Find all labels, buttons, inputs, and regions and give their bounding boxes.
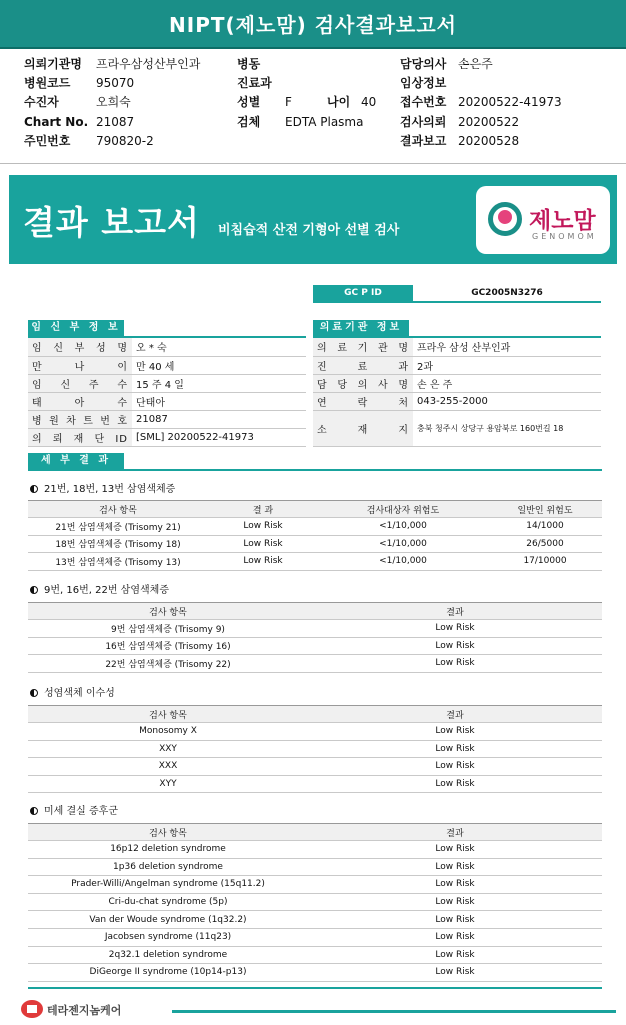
table-cell: 22번 삼염색체증 (Trisomy 22) (28, 655, 308, 673)
half-circle-icon (30, 807, 38, 815)
info-value: 손 은 주 (413, 374, 601, 392)
table-cell: Low Risk (208, 553, 318, 571)
table-cell: 16p12 deletion syndrome (28, 841, 308, 859)
info-value: 오 * 숙 (132, 338, 306, 356)
table-cell: XYY (28, 775, 308, 793)
pregnant-info-title: 임 신 부 정 보 (28, 320, 124, 336)
table-cell: Low Risk (308, 758, 602, 776)
table-cell: Low Risk (208, 518, 318, 536)
table-row (313, 374, 601, 392)
info-value: 2과 (413, 356, 601, 374)
table-cell: 16번 삼염색체증 (Trisomy 16) (28, 637, 308, 655)
table-cell: 17/10000 (488, 553, 602, 571)
header-value: 20200528 (458, 134, 520, 148)
column-header: 검사 항목 (28, 603, 308, 620)
half-circle-icon (30, 586, 38, 594)
header-label: 담당의사 (400, 57, 447, 71)
table-row (28, 410, 306, 428)
info-label: 의 뢰 재 단 ID (28, 428, 132, 446)
banner-subtitle: 비침습적 산전 기형아 선별 검사 (218, 223, 400, 238)
info-value: 043-255-2000 (413, 392, 601, 410)
table-row (28, 928, 602, 946)
trisomy-21-18-13-table (28, 500, 602, 571)
column-header: 결과 (308, 824, 602, 841)
header-label: 결과보고 (400, 134, 447, 148)
age-value: 40 (361, 95, 377, 109)
table-cell: Cri-du-chat syndrome (5p) (28, 893, 308, 911)
section-heading (30, 802, 118, 817)
table-row (28, 841, 602, 859)
header-divider (0, 163, 626, 164)
header-value: 95070 (96, 76, 135, 90)
header-value: 프라우삼성산부인과 (96, 57, 201, 71)
info-label: 담 당 의 사 명 (313, 374, 413, 392)
table-cell: <1/10,000 (318, 518, 488, 536)
table-row (28, 535, 602, 553)
table-row (28, 723, 602, 741)
header-value: F (285, 95, 292, 109)
column-header: 검사 항목 (28, 824, 308, 841)
table-cell: Prader-Willi/Angelman syndrome (15q11.2) (28, 876, 308, 894)
table-cell: Monosomy X (28, 723, 308, 741)
table-cell: Low Risk (208, 535, 318, 553)
table-cell: XXX (28, 758, 308, 776)
table-cell: Low Risk (308, 637, 602, 655)
table-cell: XXY (28, 740, 308, 758)
header-value: 손은주 (458, 57, 493, 71)
report-title-bar (0, 0, 626, 49)
table-cell: 18번 삼염색체증 (Trisomy 18) (28, 535, 208, 553)
company-mark-inner-icon (27, 1005, 37, 1013)
gcp-id-row (313, 285, 601, 303)
genomom-logo (476, 186, 610, 254)
table-row (28, 858, 602, 876)
half-circle-icon (30, 689, 38, 697)
header-label: 접수번호 (400, 95, 447, 109)
table-row (28, 946, 602, 964)
table-cell: Low Risk (308, 841, 602, 859)
column-header: 결과 (308, 706, 602, 723)
section-heading (30, 480, 175, 495)
info-value: 단태아 (132, 392, 306, 410)
table-cell: Low Risk (308, 655, 602, 673)
column-header: 검사 항목 (28, 706, 308, 723)
table-cell: 13번 삼염색체증 (Trisomy 13) (28, 553, 208, 571)
company-logo (21, 1000, 161, 1020)
table-header-row (28, 706, 602, 723)
info-value: 15 주 4 일 (132, 374, 306, 392)
half-circle-icon (30, 485, 38, 493)
table-row (313, 356, 601, 374)
table-cell: <1/10,000 (318, 553, 488, 571)
table-cell: Low Risk (308, 858, 602, 876)
table-cell: Low Risk (308, 893, 602, 911)
table-row (28, 964, 602, 982)
footer-line (172, 1010, 616, 1013)
table-row (313, 392, 601, 410)
info-label: 임 신 부 성 명 (28, 338, 132, 356)
header-label: 주민번호 (24, 134, 71, 148)
table-header-row (28, 824, 602, 841)
table-cell: Low Risk (308, 928, 602, 946)
info-label: 임 신 주 수 (28, 374, 132, 392)
info-value: 프라우 삼성 산부인과 (413, 338, 601, 356)
table-cell: Low Risk (308, 775, 602, 793)
section-title: 미세 결실 증후군 (44, 806, 118, 817)
hospital-info-title: 의료기관 정보 (313, 320, 409, 336)
column-header: 일반인 위험도 (488, 501, 602, 518)
logo-dot-icon (498, 210, 512, 224)
header-label: 의뢰기관명 (24, 57, 82, 71)
info-label: 만 나 이 (28, 356, 132, 374)
logo-english: GENOMOM (532, 232, 597, 241)
table-cell: Low Risk (308, 964, 602, 982)
column-header: 검사 항목 (28, 501, 208, 518)
table-row (313, 338, 601, 356)
table-row (28, 911, 602, 929)
detail-results-line (28, 469, 602, 471)
header-value: 20200522 (458, 115, 520, 129)
header-label: 검체 (237, 115, 261, 129)
table-cell: 1p36 deletion syndrome (28, 858, 308, 876)
section-heading (30, 684, 115, 699)
table-row (28, 758, 602, 776)
table-row (28, 338, 306, 356)
column-header: 결과 (308, 603, 602, 620)
table-cell: Low Risk (308, 740, 602, 758)
sex-chromosome-table (28, 705, 602, 793)
header-label: Chart No. (24, 115, 89, 129)
table-row (28, 356, 306, 374)
info-value: 21087 (132, 410, 306, 428)
age-label: 나이 (327, 95, 351, 109)
info-label: 의 료 기 관 명 (313, 338, 413, 356)
info-value: 만 40 세 (132, 356, 306, 374)
header-col2 (237, 55, 397, 155)
table-row (28, 893, 602, 911)
table-cell: 2q32.1 deletion syndrome (28, 946, 308, 964)
info-label: 태 아 수 (28, 392, 132, 410)
section-title: 21번, 18번, 13번 삼염색체증 (44, 484, 176, 495)
header-col3 (400, 55, 600, 155)
table-cell: Low Risk (308, 946, 602, 964)
header-label: 수진자 (24, 95, 59, 109)
header-label: 병동 (237, 57, 261, 71)
table-cell: <1/10,000 (318, 535, 488, 553)
table-cell: Jacobsen syndrome (11q23) (28, 928, 308, 946)
table-cell: Low Risk (308, 620, 602, 638)
table-row (28, 428, 306, 446)
trisomy-9-16-22-table (28, 602, 602, 673)
banner-title: 결과 보고서 (23, 203, 200, 242)
section-title: 성염색체 이수성 (44, 688, 115, 699)
table-cell: DiGeorge II syndrome (10p14-p13) (28, 964, 308, 982)
table-row (28, 553, 602, 571)
info-label: 소 재 지 (313, 410, 413, 446)
table-row (28, 740, 602, 758)
table-row (28, 637, 602, 655)
report-banner (9, 175, 617, 264)
info-label: 진 료 과 (313, 356, 413, 374)
pregnant-info-table (28, 338, 306, 447)
table-cell: Van der Woude syndrome (1q32.2) (28, 911, 308, 929)
column-header: 결 과 (208, 501, 318, 518)
logo-name: 제노맘 (529, 208, 596, 234)
section-heading (30, 581, 169, 596)
detail-results-title: 세 부 결 과 (28, 453, 124, 469)
table-row (313, 410, 601, 446)
info-value: [SML] 20200522-41973 (132, 428, 306, 446)
info-label: 연 락 처 (313, 392, 413, 410)
table-cell: Low Risk (308, 911, 602, 929)
header-value: 21087 (96, 115, 135, 129)
table-cell: Low Risk (308, 876, 602, 894)
info-value: 충북 청주시 상당구 용암북로 160번길 18 (413, 410, 601, 446)
header-value: 790820-2 (96, 134, 154, 148)
column-header: 검사대상자 위험도 (318, 501, 488, 518)
table-row (28, 876, 602, 894)
info-label: 병 원 차 트 번 호 (28, 410, 132, 428)
table-cell: Low Risk (308, 723, 602, 741)
table-cell: 26/5000 (488, 535, 602, 553)
table-row (28, 518, 602, 536)
header-label: 진료과 (237, 76, 272, 90)
header-value: 20200522-41973 (458, 95, 562, 109)
company-name: 테라젠지놈케어 (47, 1004, 122, 1017)
hospital-info-table (313, 338, 601, 447)
header-label: 임상정보 (400, 76, 447, 90)
gcp-id-label: GC P ID (313, 285, 413, 301)
header-value: 오희숙 (96, 95, 131, 109)
table-header-row (28, 603, 602, 620)
table-header-row (28, 501, 602, 518)
table-cell: 21번 삼염색체증 (Trisomy 21) (28, 518, 208, 536)
microdeletion-table (28, 823, 602, 982)
section-title: 9번, 16번, 22번 삼염색체증 (44, 585, 169, 596)
table-row (28, 374, 306, 392)
table-row (28, 392, 306, 410)
table-row (28, 775, 602, 793)
header-label: 병원코드 (24, 76, 71, 90)
header-value: EDTA Plasma (285, 115, 364, 129)
gcp-id-value: GC2005N3276 (471, 288, 543, 298)
table-cell: 9번 삼염색체증 (Trisomy 9) (28, 620, 308, 638)
table-cell: 14/1000 (488, 518, 602, 536)
header-label: 검사의뢰 (400, 115, 447, 129)
report-title: NIPT(제노맘) 검사결과보고서 (169, 13, 457, 37)
header-label: 성별 (237, 95, 261, 109)
results-end-line (28, 987, 602, 989)
table-row (28, 655, 602, 673)
table-row (28, 620, 602, 638)
header-col1 (24, 55, 224, 155)
